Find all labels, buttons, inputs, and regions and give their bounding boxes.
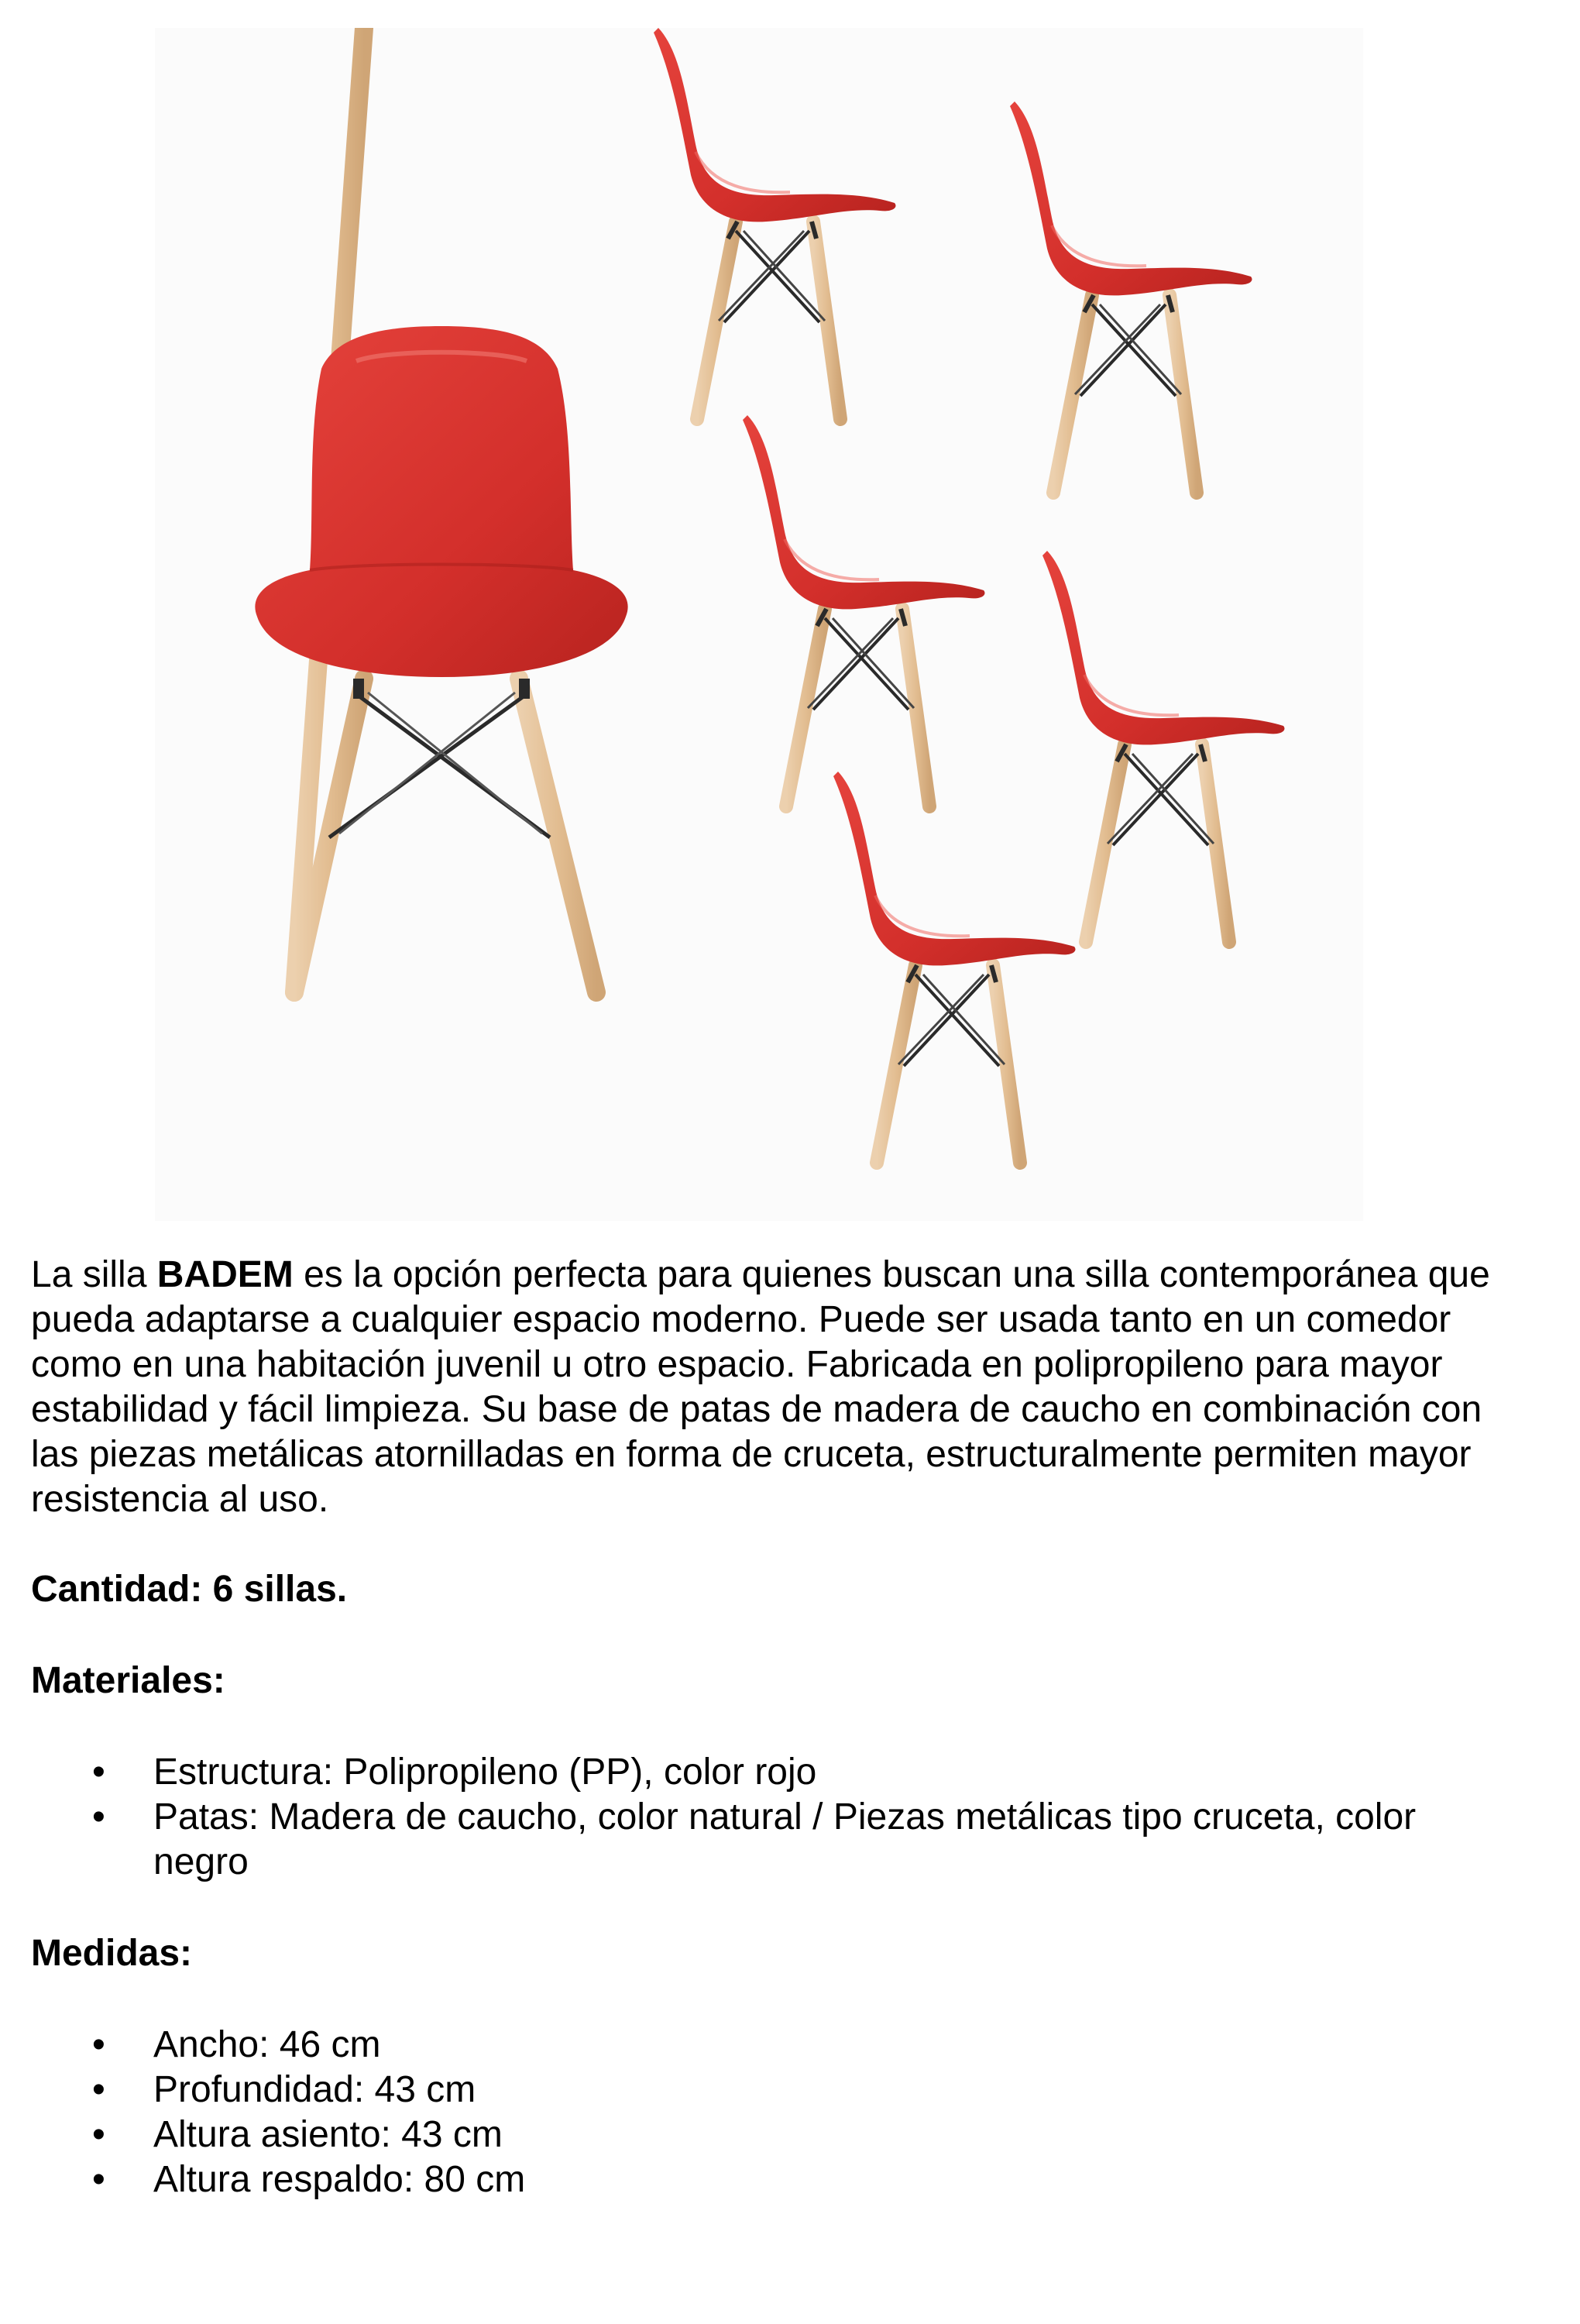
list-item [31,1750,1526,1795]
materials-heading: Materiales: [31,1660,225,1701]
chair-front-illustration [255,28,627,992]
product-description [31,1253,1526,1522]
list-item [31,1795,1526,1885]
measures-list [31,2023,1526,2202]
chair-side-illustration-2 [1010,101,1252,493]
materials-list [31,1750,1526,1885]
bullet-icon: • [92,2024,105,2065]
measures-heading: Medidas: [31,1933,193,1974]
bullet-icon: • [92,2114,105,2155]
list-item [31,2113,1526,2157]
measures-item-text: Profundidad: 43 cm [153,2069,476,2110]
bullet-icon: • [92,2159,105,2200]
list-item [31,2068,1526,2113]
measures-item-text: Altura respaldo: 80 cm [153,2159,526,2200]
description-text: es la opción perfecta para quienes buscan una silla contemporánea que pueda adaptarse a cualquier espacio moderno. Puede ser usada tanto en un comedor como en una habitación juvenil u otro espacio. Fabricada en polipropileno para mayor estabilidad y fácil limpieza. Su base de patas de madera de caucho en combinación con las piezas metálicas atornilladas en forma de cruceta, estructuralmente permiten mayor resistencia al uso. [31,1254,1490,1520]
measures-item-text: Altura asiento: 43 cm [153,2114,503,2155]
materials-item-text: Estructura: Polipropileno (PP), color rojo [153,1752,817,1793]
chair-side-illustration-3 [743,415,984,806]
product-photo-chairs [155,28,1363,1221]
bullet-icon: • [92,2069,105,2110]
chair-side-illustration-5 [833,772,1075,1163]
quantity-line: Cantidad: 6 sillas. [31,1569,348,1610]
list-item [31,2023,1526,2068]
bullet-icon: • [92,1796,105,1838]
chair-side-illustration-4 [1042,551,1284,942]
product-name: BADEM [156,1254,294,1295]
chair-side-illustration-1 [654,28,895,419]
measures-item-text: Ancho: 46 cm [153,2024,381,2065]
list-item [31,2157,1526,2202]
bullet-icon: • [92,1752,105,1793]
materials-item-text: Patas: Madera de caucho, color natural / Piezas metálicas tipo cruceta, color negro [153,1796,1417,1882]
description-intro: La silla [31,1254,157,1295]
